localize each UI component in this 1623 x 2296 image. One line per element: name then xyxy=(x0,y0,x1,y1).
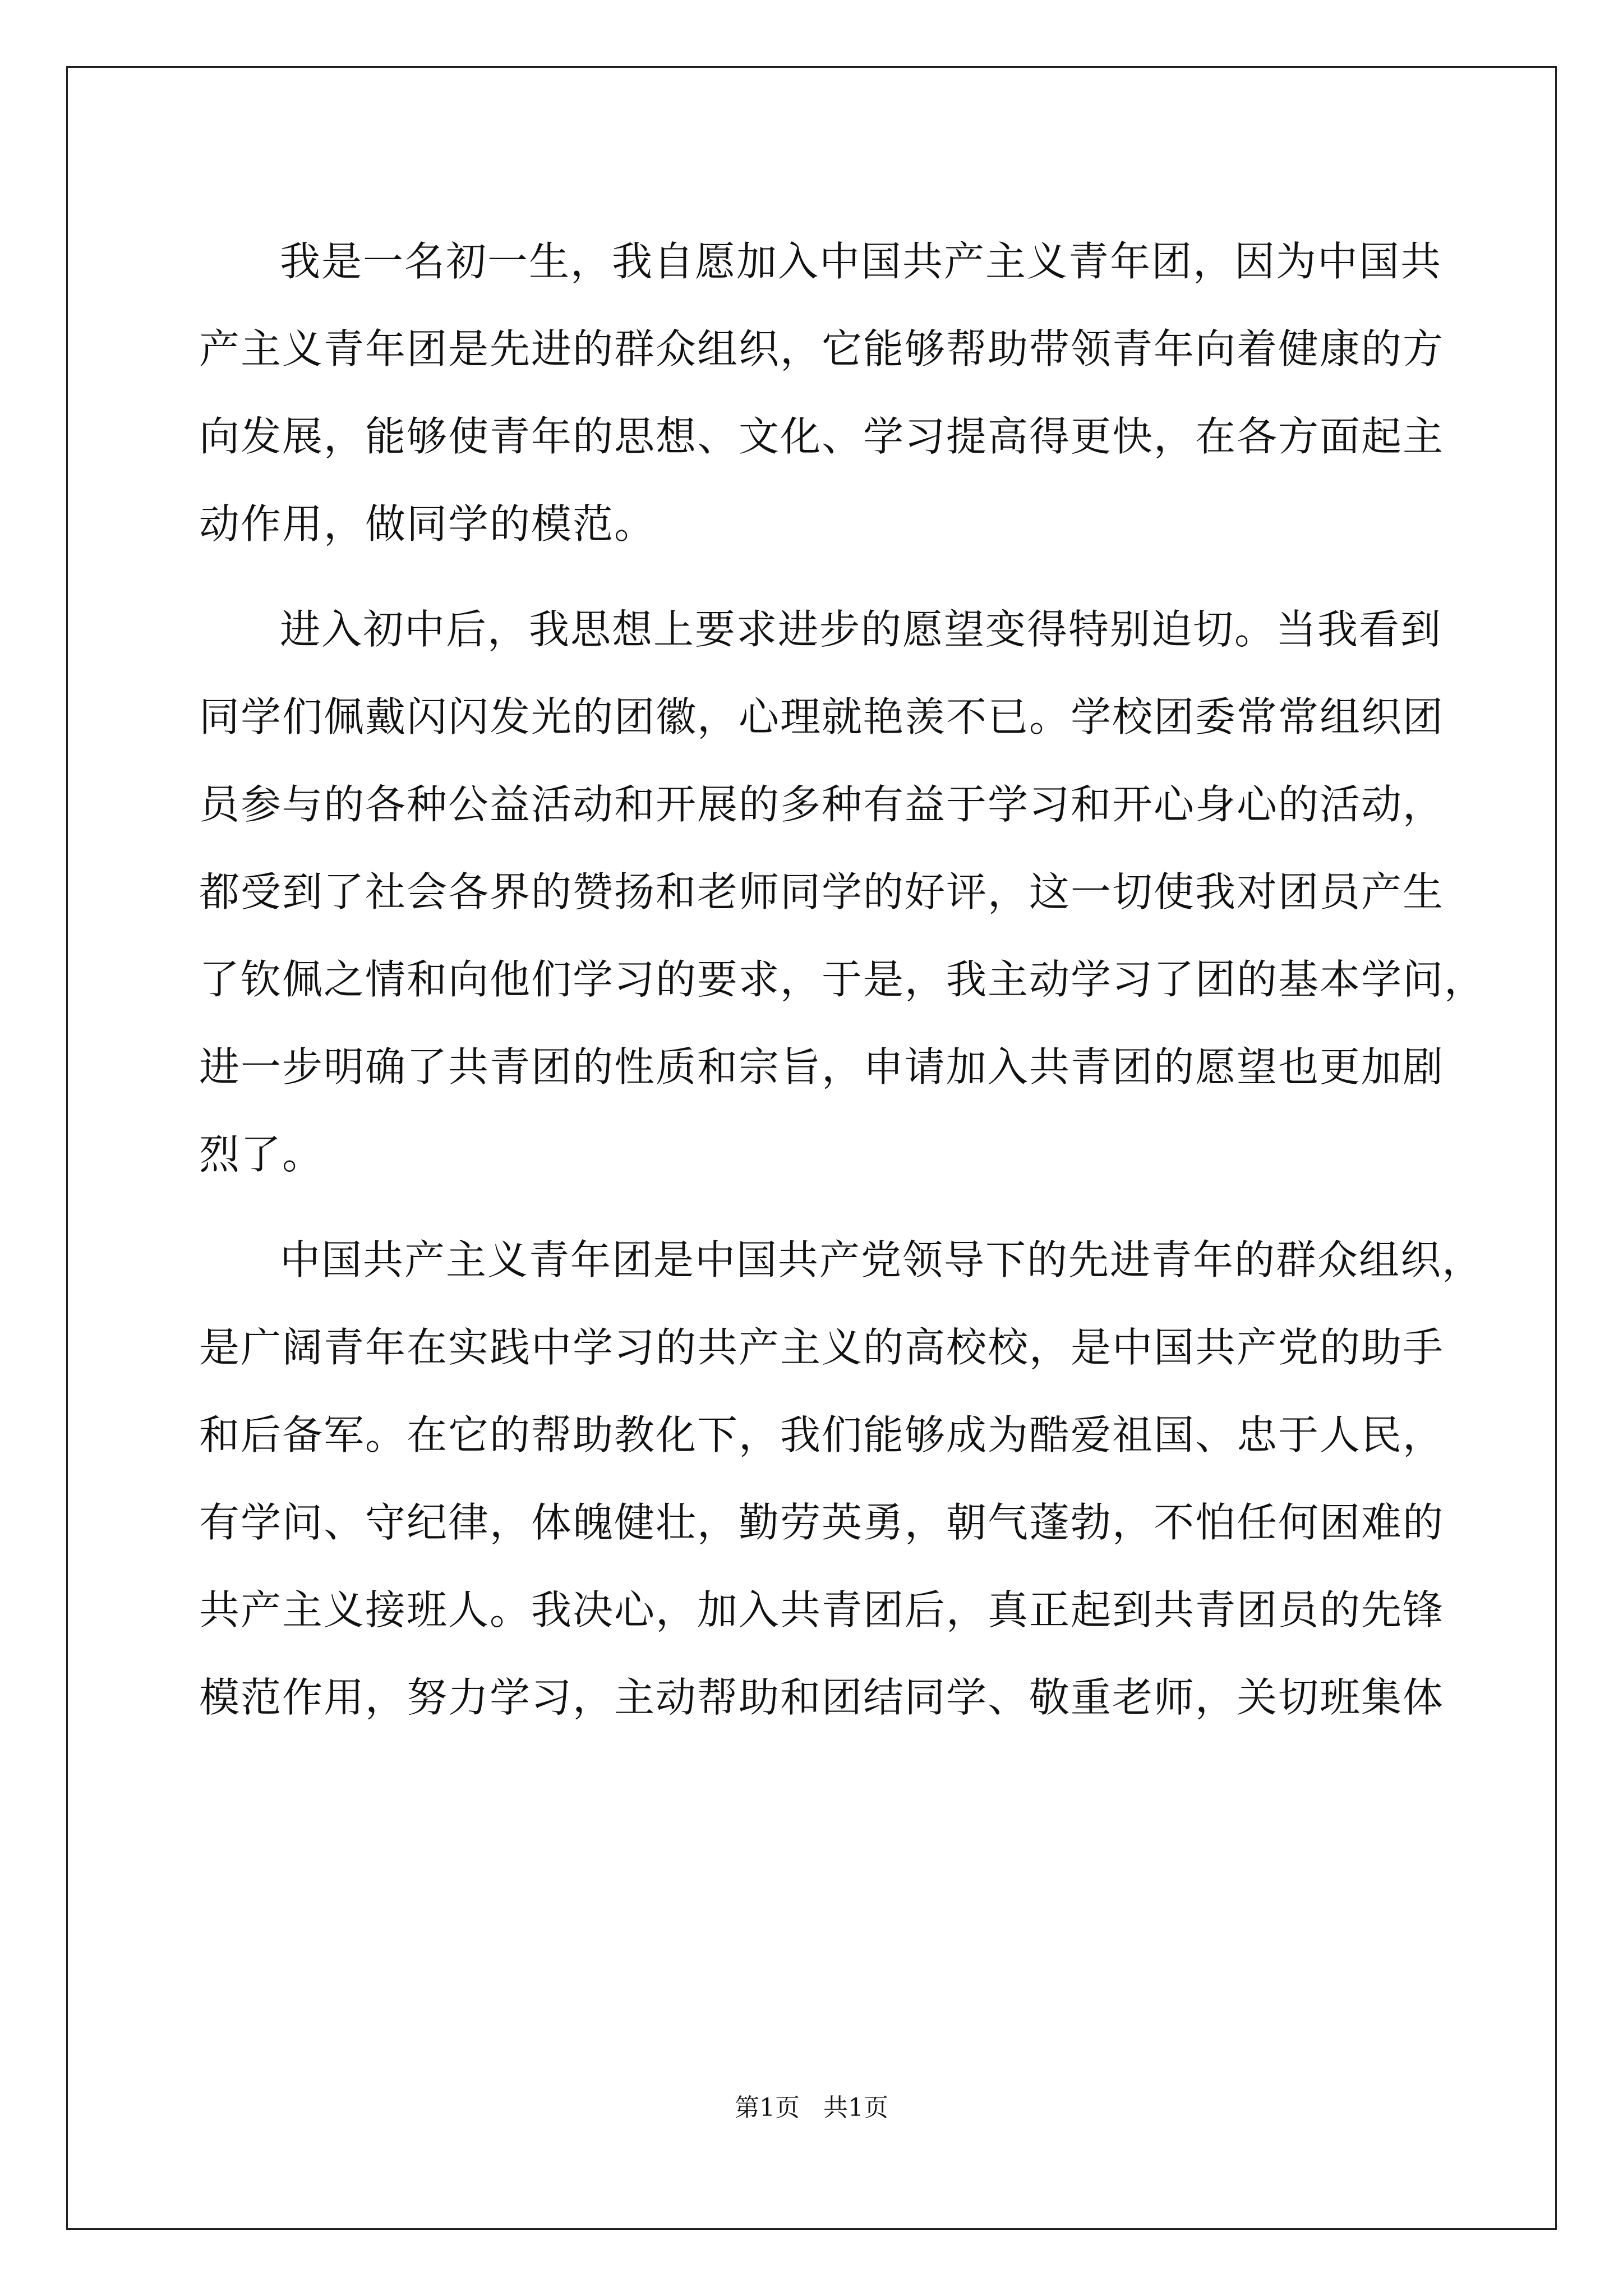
text-line: 共产主义接班人。我决心，加入共青团后，真正起到共青团员的先锋 xyxy=(199,1586,1445,1634)
text-line: 了钦佩之情和向他们学习的要求，于是，我主动学习了团的基本学问， xyxy=(199,956,1486,1003)
text-line: 动作用，做同学的模范。 xyxy=(199,500,656,547)
paragraph-1 xyxy=(199,218,1445,568)
text-line: 进入初中后，我思想上要求进步的愿望变得特别迫切。当我看到 xyxy=(280,606,1442,653)
text-line: 同学们佩戴闪闪发光的团徽，心理就艳羡不已。学校团委常常组织团 xyxy=(199,693,1445,740)
text-line: 员参与的各种公益活动和开展的多种有益于学习和开心身心的活动， xyxy=(199,781,1445,828)
text-line: 中国共产主义青年团是中国共产党领导下的先进青年的群众组织， xyxy=(280,1236,1484,1283)
text-line: 烈了。 xyxy=(199,1131,324,1178)
text-line: 进一步明确了共青团的性质和宗旨，申请加入共青团的愿望也更加剧 xyxy=(199,1043,1445,1091)
paragraph-3 xyxy=(199,1216,1484,1741)
paragraph-2 xyxy=(199,586,1486,1198)
document-body xyxy=(199,218,1486,1759)
text-line: 产主义青年团是先进的群众组织，它能够帮助带领青年向着健康的方 xyxy=(199,325,1445,372)
text-line: 有学问、守纪律，体魄健壮，勤劳英勇，朝气蓬勃，不怕任何困难的 xyxy=(199,1499,1445,1546)
page-footer: 第1页 共1页 xyxy=(735,2093,888,2122)
text-line: 向发展，能够使青年的思想、文化、学习提高得更快，在各方面起主 xyxy=(199,413,1445,460)
text-line: 是广阔青年在实践中学习的共产主义的高校校，是中国共产党的助手 xyxy=(199,1324,1445,1371)
text-line: 和后备军。在它的帮助教化下，我们能够成为酷爱祖国、忠于人民， xyxy=(199,1411,1445,1458)
text-line: 都受到了社会各界的赞扬和老师同学的好评，这一切使我对团员产生 xyxy=(199,868,1445,915)
text-line: 我是一名初一生，我自愿加入中国共产主义青年团，因为中国共 xyxy=(280,238,1442,285)
text-line: 模范作用，努力学习，主动帮助和团结同学、敬重老师，关切班集体 xyxy=(199,1674,1445,1721)
